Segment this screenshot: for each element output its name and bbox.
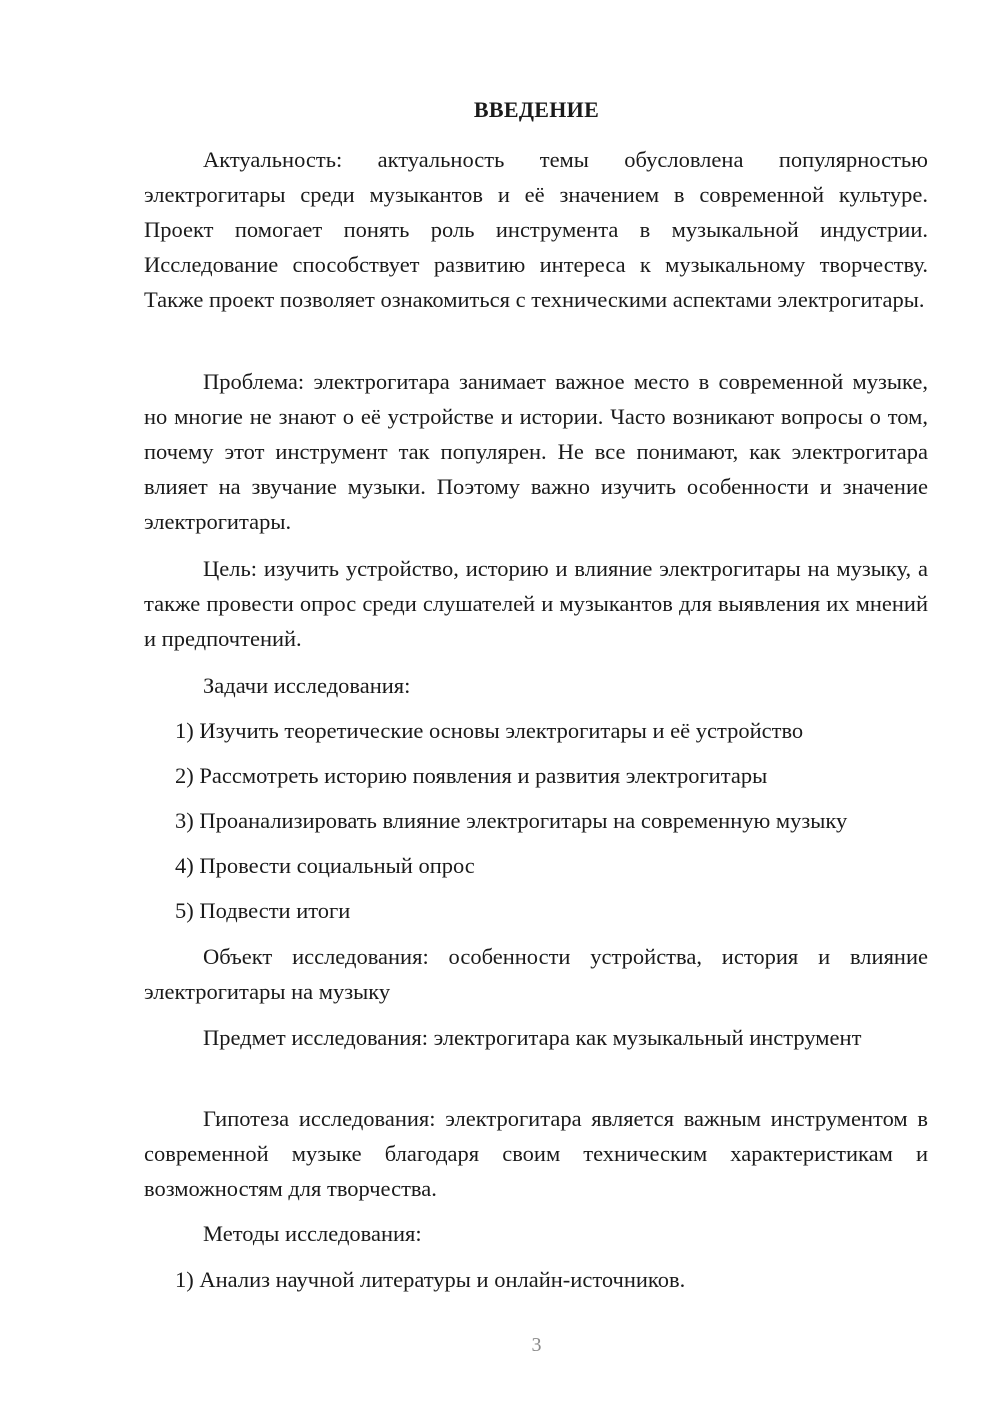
task-item-4: 4) Провести социальный опрос <box>175 853 475 878</box>
page-title: ВВЕДЕНИЕ <box>473 97 600 122</box>
task-item-3: 3) Проанализировать влияние электрогитары на современную музыку <box>175 808 848 833</box>
hypothesis-paragraph: Гипотеза исследования: электрогитара является важным инструментом в современной музыке благодаря своим техническим характеристикам и возможностям для творчества. <box>144 1106 928 1201</box>
task-item-2: 2) Рассмотреть историю появления и развития электрогитары <box>175 763 768 788</box>
relevance-paragraph: Актуальность: актуальность темы обусловлена популярностью электрогитары среди музыкантов и её значением в современной культуре. Проект помогает понять роль инструмента в музыкальной индустрии. Исследование способствует развитию интереса к музыкальному творчеству. Также проект позволяет ознакомиться с техническими аспектами электрогитары. <box>144 147 928 312</box>
method-item-1: 1) Анализ научной литературы и онлайн-источников. <box>175 1267 686 1292</box>
page-number: 3 <box>531 1334 542 1356</box>
tasks-heading: Задачи исследования: <box>203 673 411 698</box>
problem-paragraph: Проблема: электрогитара занимает важное место в современной музыке, но многие не знают о её устройстве и истории. Часто возникают вопросы о том, почему этот инструмент так популярен. Не все понимают, как электрогитара влияет на звучание музыки. Поэтому важно изучить особенности и значение электрогитары. <box>144 369 928 534</box>
object-paragraph: Объект исследования: особенности устройства, история и влияние электрогитары на музыку <box>144 944 928 1004</box>
task-item-5: 5) Подвести итоги <box>175 898 351 923</box>
subject-paragraph: Предмет исследования: электрогитара как музыкальный инструмент <box>203 1025 862 1050</box>
goal-paragraph: Цель: изучить устройство, историю и влияние электрогитары на музыку, а также провести опрос среди слушателей и музыкантов для выявления их мнений и предпочтений. <box>144 556 928 651</box>
methods-heading: Методы исследования: <box>203 1221 422 1246</box>
task-item-1: 1) Изучить теоретические основы электрогитары и её устройство <box>175 718 804 743</box>
